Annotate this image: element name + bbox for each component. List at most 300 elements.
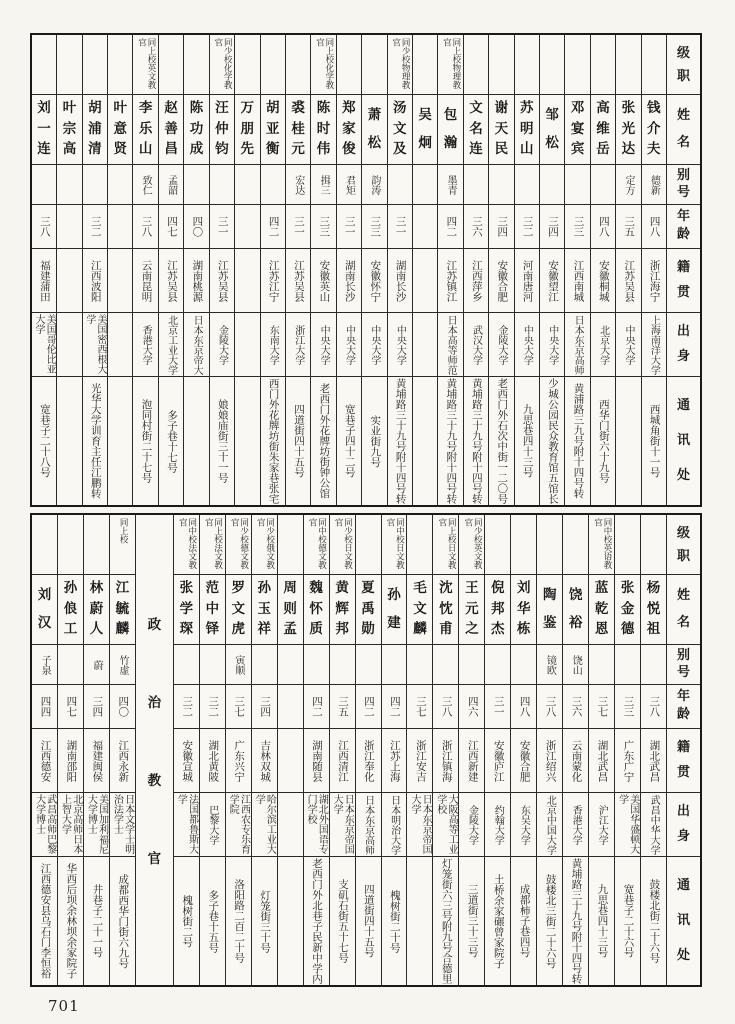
alias-cell: [200, 645, 225, 685]
char: 人: [89, 621, 104, 638]
char: 官: [147, 851, 162, 867]
person-column: [510, 515, 536, 985]
person-column: [614, 515, 640, 985]
age-cell: 三四: [540, 205, 564, 249]
education-cell: [108, 313, 132, 377]
rank-cell: 同少校德文教官: [226, 515, 251, 575]
address-cell: 实业街九号: [369, 414, 382, 468]
education-cell: 金陵大学: [489, 313, 513, 377]
name-cell: [641, 575, 666, 645]
char: 浦: [88, 120, 102, 137]
address-cell: 土桥余家碾曾家院子: [492, 873, 505, 969]
person-column: [260, 35, 285, 505]
char: 陈: [189, 100, 204, 117]
origin-cell: 广东兴宁: [226, 729, 251, 793]
char: 宾: [570, 141, 585, 158]
age-cell: 三三: [311, 205, 335, 249]
char: 籍: [676, 259, 690, 275]
alias-cell: [511, 645, 536, 685]
char: 清: [88, 141, 102, 158]
address-cell: 多子巷十七号: [165, 409, 178, 473]
alias-cell: 定方: [616, 165, 640, 205]
name-cell: [485, 575, 510, 645]
char: 级: [676, 45, 690, 61]
alias-cell: 君矩: [337, 165, 361, 205]
char: 天: [494, 120, 509, 137]
name-cell: [388, 95, 412, 165]
person-column: [251, 515, 277, 985]
char: 华: [517, 600, 531, 617]
char: 金: [620, 600, 635, 617]
char: 松: [545, 134, 559, 151]
rank-cell: [108, 35, 132, 95]
age-cell: 三八: [32, 205, 56, 249]
person-column: [355, 515, 381, 985]
age-cell: 三四: [489, 205, 513, 249]
address-cell: [184, 377, 208, 505]
char: 成: [189, 141, 204, 158]
char: 苏: [520, 100, 534, 117]
age-cell: [235, 205, 259, 249]
name-cell: [286, 95, 310, 165]
char: 明: [520, 120, 534, 137]
education-cell: 法国都鲁斯大学: [174, 793, 199, 857]
person-column: [539, 35, 564, 505]
char: 桂: [291, 120, 305, 137]
char: 先: [240, 141, 255, 158]
address-cell: 黄埔路三十九号附十四号转: [470, 378, 483, 504]
char: 李: [138, 100, 153, 117]
char: 陈: [316, 100, 331, 117]
alias-cell: [57, 165, 81, 205]
char: 刘: [37, 587, 52, 604]
rank-cell: 同中校德文教官: [304, 515, 329, 575]
age-cell: 三七: [407, 685, 432, 729]
education-cell: 东吴大学: [511, 793, 536, 857]
person-column: [641, 35, 666, 505]
name-cell: [515, 95, 539, 165]
char: 朋: [240, 120, 255, 137]
origin-cell: [413, 249, 437, 313]
name-cell: [433, 575, 458, 645]
origin-cell: 江苏上海: [382, 729, 407, 793]
address-cell: 黄浦路三九号附十四号转: [572, 383, 585, 499]
char: 邦: [491, 600, 505, 617]
person-column: [285, 35, 310, 505]
char: 禹: [361, 600, 375, 617]
person-column: [406, 515, 432, 985]
char: 夫: [647, 141, 661, 158]
education-cell: 巴黎大学: [200, 793, 225, 857]
origin-cell: 安徽怀宁: [362, 249, 386, 313]
address-cell: 光华大学训育主任江鹏转: [89, 383, 102, 499]
education-cell: [413, 313, 437, 377]
char: 铎: [205, 621, 220, 638]
name-cell: [356, 575, 381, 645]
age-cell: 四八: [591, 205, 615, 249]
alias-cell: 竹虚: [110, 645, 135, 685]
alias-cell: [235, 165, 259, 205]
name-cell: [304, 575, 329, 645]
address-cell: 宽巷子二十八号: [38, 404, 51, 478]
rank-cell: [537, 515, 562, 575]
age-cell: 四〇: [184, 205, 208, 249]
person-column: [56, 35, 81, 505]
person-column: [588, 515, 614, 985]
rank-cell: [489, 35, 513, 95]
alias-cell: [464, 165, 488, 205]
rank-cell: [362, 35, 386, 95]
address-cell: 多子巷十五号: [207, 889, 220, 953]
address-cell: 西华门街六十九号: [597, 399, 610, 483]
education-cell: 美国哥伦比亚大学: [32, 313, 56, 377]
name-cell: [362, 95, 386, 165]
char: 民: [494, 141, 509, 158]
char: 质: [309, 621, 323, 638]
age-cell: 四四: [32, 685, 57, 729]
rank-cell: [413, 35, 437, 95]
education-cell: 美国密西根大学: [83, 313, 107, 377]
alias-cell: [515, 165, 539, 205]
name-cell: [511, 575, 536, 645]
char: 身: [676, 348, 690, 364]
char: 叶: [62, 100, 77, 117]
char: 钧: [215, 141, 229, 158]
char: 陶: [542, 587, 557, 604]
char: 及: [392, 141, 407, 158]
char: 号: [676, 664, 690, 680]
char: 吴: [418, 107, 432, 124]
person-column: [83, 515, 109, 985]
name-cell: [540, 95, 564, 165]
alias-cell: 致仁: [133, 165, 157, 205]
person-column: [32, 35, 56, 505]
age-cell: 四二: [304, 685, 329, 729]
alias-cell: [591, 165, 615, 205]
education-cell: 金陵大学: [459, 793, 484, 857]
person-column: [277, 515, 303, 985]
header-column: [666, 35, 700, 505]
age-cell: 三六: [563, 685, 588, 729]
char: 别: [676, 167, 690, 183]
char: 包: [443, 107, 458, 124]
alias-cell: [641, 645, 666, 685]
age-cell: 三八: [641, 685, 666, 729]
header-label: [667, 685, 700, 729]
char: 连: [469, 141, 483, 158]
person-column: [640, 515, 666, 985]
age-cell: 四六: [459, 685, 484, 729]
char: 文: [469, 100, 483, 117]
char: 连: [37, 141, 51, 158]
char: 仲: [215, 120, 229, 137]
education-cell: 日本明治大学: [382, 793, 407, 857]
age-cell: 三一: [485, 685, 510, 729]
char: 籍: [676, 739, 690, 755]
address-cell: [57, 377, 81, 505]
char: 姓: [676, 107, 690, 123]
rank-cell: [184, 35, 208, 95]
header-label: [667, 515, 700, 575]
person-column: [303, 515, 329, 985]
address-cell: [616, 377, 640, 505]
alias-cell: [174, 645, 199, 685]
alias-cell: [615, 645, 640, 685]
rank-cell: [278, 515, 303, 575]
char: 王: [465, 580, 479, 597]
rank-cell: 同少校日文教官: [330, 515, 355, 575]
char: 号: [676, 184, 690, 200]
education-cell: 北京工业大学: [159, 313, 183, 377]
education-cell: 中央大学: [388, 313, 412, 377]
char: 毓: [115, 600, 130, 617]
alias-cell: [489, 165, 513, 205]
char: 恩: [594, 621, 609, 638]
age-cell: 四二: [438, 205, 462, 249]
alias-cell: [330, 645, 355, 685]
age-cell: 三二: [83, 205, 107, 249]
char: 瀚: [443, 134, 458, 151]
education-cell: 香港大学: [133, 313, 157, 377]
alias-cell: 寅顺: [226, 645, 251, 685]
person-column: [199, 515, 225, 985]
origin-cell: 安徽桐城: [591, 249, 615, 313]
char: 忱: [439, 600, 453, 617]
person-column: [437, 35, 462, 505]
char: 龄: [676, 707, 690, 723]
origin-cell: 浙江海宁: [642, 249, 666, 313]
char: 鉴: [542, 614, 557, 631]
age-cell: 四八: [642, 205, 666, 249]
rank-cell: [464, 35, 488, 95]
education-cell: 中央大学: [540, 313, 564, 377]
name-cell: [591, 95, 615, 165]
header-label: [667, 729, 700, 793]
char: 身: [676, 828, 690, 844]
alias-cell: [32, 165, 56, 205]
header-label: [667, 95, 700, 165]
origin-cell: 江苏吴县: [159, 249, 183, 313]
roster-table-upper: [30, 33, 702, 507]
education-cell: 北京中国大学: [537, 793, 562, 857]
char: 山: [520, 141, 534, 158]
char: 中: [205, 600, 220, 617]
origin-cell: 浙江镇海: [433, 729, 458, 793]
origin-cell: 安徽英山: [311, 249, 335, 313]
person-column: [234, 35, 259, 505]
person-column: [107, 35, 132, 505]
name-cell: [382, 575, 407, 645]
char: 赵: [164, 100, 178, 117]
alias-cell: 墨青: [438, 165, 462, 205]
origin-cell: 江苏镇江: [438, 249, 462, 313]
char: 饶: [568, 587, 583, 604]
address-cell: 华西后坝余林坝余家院子: [65, 863, 78, 979]
age-cell: 三七: [589, 685, 614, 729]
age-cell: 四二: [382, 685, 407, 729]
address-cell: 洛阳路二百二十号: [233, 879, 246, 963]
origin-cell: 江西新建: [459, 729, 484, 793]
char: 之: [465, 621, 479, 638]
address-cell: 西城角街十一号: [648, 404, 661, 478]
person-column: [514, 35, 539, 505]
person-column: [484, 515, 510, 985]
education-cell: [57, 313, 81, 377]
char: 讯: [676, 432, 690, 448]
age-cell: 三八: [537, 685, 562, 729]
age-cell: 三四: [84, 685, 109, 729]
person-column: [310, 35, 335, 505]
char: 贯: [676, 764, 690, 780]
rank-cell: [356, 515, 381, 575]
char: 元: [291, 141, 305, 158]
address-cell: 鼓楼北三街二十六号: [544, 873, 557, 969]
education-cell: 中央大学: [515, 313, 539, 377]
education-cell: 湖北外国语专门学校: [304, 793, 329, 857]
person-column: [57, 515, 83, 985]
rank-cell: [407, 515, 432, 575]
person-column: [432, 515, 458, 985]
section-column-political-instructors: [135, 515, 173, 985]
address-cell: 黄埔路三十九号附十四号转: [570, 858, 583, 984]
education-cell: [278, 793, 303, 857]
address-cell: 黄埔路三十九号附十四号转: [394, 378, 407, 504]
education-cell: 东南大学: [261, 313, 285, 377]
education-cell: 美国加利福尼大学博士: [84, 793, 109, 857]
age-cell: 三五: [330, 685, 355, 729]
address-cell: 宽巷子四十二号: [343, 404, 356, 478]
alias-cell: 揖三: [311, 165, 335, 205]
char: 刘: [37, 100, 51, 117]
address-cell: [407, 857, 432, 985]
char: 年: [676, 208, 690, 224]
age-cell: 三二: [200, 685, 225, 729]
char: 则: [283, 600, 297, 617]
person-column: [458, 515, 484, 985]
address-cell: 娘娘庙街三十一号: [216, 399, 229, 483]
education-cell: 中央大学: [337, 313, 361, 377]
char: 钱: [647, 100, 661, 117]
age-cell: 三三: [615, 685, 640, 729]
education-cell: 中央大学: [616, 313, 640, 377]
rank-cell: [515, 35, 539, 95]
rank-cell: [32, 35, 56, 95]
address-cell: 支矶石街五十七号: [336, 879, 349, 963]
name-cell: [615, 575, 640, 645]
char: 孙: [387, 587, 401, 604]
origin-cell: 湖南长沙: [388, 249, 412, 313]
rank-cell: [540, 35, 564, 95]
char: 麟: [413, 621, 427, 638]
char: 文: [413, 600, 427, 617]
name-cell: [226, 575, 251, 645]
char: 善: [164, 120, 178, 137]
char: 乾: [594, 600, 609, 617]
age-cell: [57, 205, 81, 249]
age-cell: [413, 205, 437, 249]
name-cell: [252, 575, 277, 645]
char: 万: [240, 100, 255, 117]
rank-cell: [565, 35, 589, 95]
address-cell: [108, 377, 132, 505]
origin-cell: 吉林双城: [252, 729, 277, 793]
alias-cell: [184, 165, 208, 205]
char: 悦: [646, 600, 661, 617]
alias-cell: [433, 645, 458, 685]
char: 倪: [491, 580, 505, 597]
name-cell: [407, 575, 432, 645]
name-cell: [83, 95, 107, 165]
name-cell: [464, 95, 488, 165]
alias-cell: [58, 645, 83, 685]
person-column: [412, 35, 437, 505]
origin-cell: 江西南城: [565, 249, 589, 313]
char: 职: [676, 548, 690, 564]
char: 沈: [439, 580, 453, 597]
rank-cell: [84, 515, 109, 575]
person-column: [32, 515, 57, 985]
person-column: [488, 35, 513, 505]
char: 周: [283, 580, 297, 597]
origin-cell: 安徽宣城: [174, 729, 199, 793]
rank-cell: 同上校: [110, 515, 135, 575]
char: 学: [179, 600, 194, 617]
origin-cell: 湖北武昌: [589, 729, 614, 793]
char: 蓝: [594, 580, 609, 597]
address-cell: 灯笼街三十号: [259, 889, 272, 953]
char: 邓: [570, 100, 585, 117]
char: 通: [676, 877, 690, 893]
age-cell: 三二: [515, 205, 539, 249]
education-cell: 沪江大学: [589, 793, 614, 857]
rank-cell: [286, 35, 310, 95]
char: 汉: [37, 614, 52, 631]
alias-cell: [540, 165, 564, 205]
name-cell: [159, 95, 183, 165]
char: 孙: [63, 580, 78, 597]
rank-cell: 同少校英文教官: [459, 515, 484, 575]
roster-table-lower: [30, 513, 702, 987]
education-cell: 北京大学: [591, 313, 615, 377]
name-cell: [459, 575, 484, 645]
alias-cell: 饶山: [563, 645, 588, 685]
char: 讯: [676, 912, 690, 928]
char: 魏: [309, 580, 323, 597]
person-column: [336, 35, 361, 505]
char: 辉: [335, 600, 349, 617]
char: 功: [189, 120, 204, 137]
origin-cell: 湖南桃源: [184, 249, 208, 313]
address-cell: 老西门外石次中街一二〇号: [496, 378, 509, 504]
alias-cell: [459, 645, 484, 685]
char: 名: [469, 120, 483, 137]
char: 琛: [179, 621, 194, 638]
char: 山: [138, 141, 153, 158]
origin-cell: 江西萍乡: [464, 249, 488, 313]
rank-cell: [57, 35, 81, 95]
rank-cell: [58, 515, 83, 575]
origin-cell: 湖南邵阳: [58, 729, 83, 793]
origin-cell: 湖南长沙: [337, 249, 361, 313]
origin-cell: 浙江安吉: [407, 729, 432, 793]
person-column: [109, 515, 135, 985]
name-cell: [210, 95, 234, 165]
education-cell: 日本东京帝国大学: [330, 793, 355, 857]
char: 工: [63, 621, 78, 638]
char: 介: [647, 120, 661, 137]
person-column: [132, 35, 157, 505]
name-cell: [537, 575, 562, 645]
